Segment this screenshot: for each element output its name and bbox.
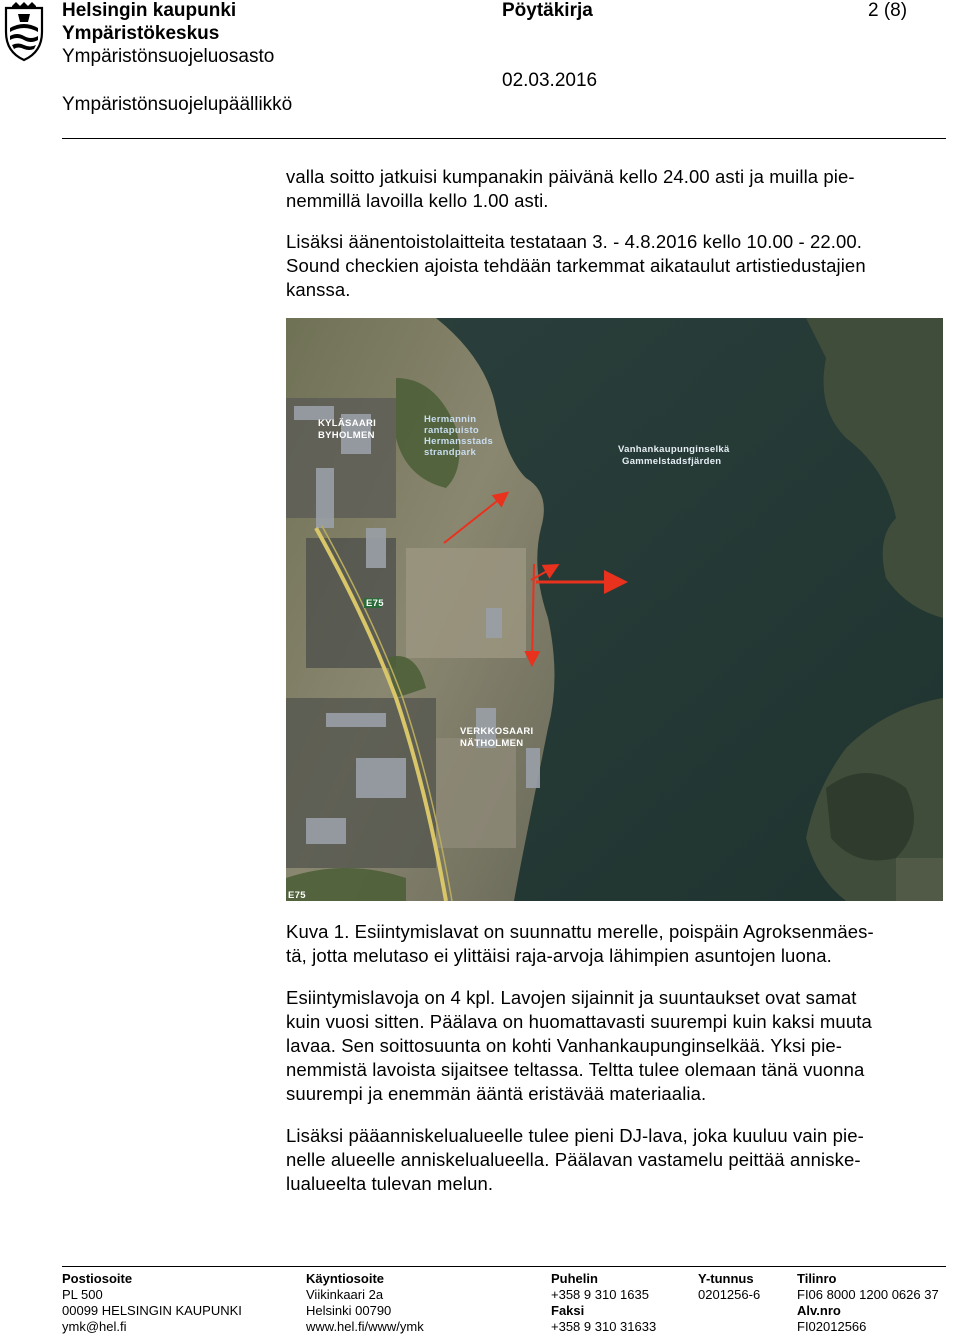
text-line: tä, jotta melutaso ei ylittäisi raja-arvoja lähimpien asuntojen luona. xyxy=(286,945,832,966)
page-number: 2 (8) xyxy=(868,0,908,21)
footer-text: +358 9 310 31633 xyxy=(551,1319,657,1334)
paragraph-3 xyxy=(286,986,946,1106)
footer-heading: Puhelin xyxy=(551,1271,598,1286)
text-line: nelle alueelle anniskelualueella. Päälavan vastamelu peittää anniske- xyxy=(286,1149,861,1170)
footer-text: FI06 8000 1200 0626 37 xyxy=(797,1287,939,1302)
text-line: kuin vuosi sitten. Päälava on huomattavasti suurempi kuin kaksi muuta xyxy=(286,1011,872,1032)
org-name: Helsingin kaupunki xyxy=(62,0,237,21)
document-date: 02.03.2016 xyxy=(502,70,598,91)
text-line: lavaa. Sen soittosuunta on kohti Vanhankaupunginselkää. Yksi pie- xyxy=(286,1035,843,1056)
footer-text: 0201256-6 xyxy=(698,1287,761,1302)
division-name: Ympäristönsuojeluosasto xyxy=(62,46,275,67)
footer-visiting-address xyxy=(306,1271,424,1335)
footer-text: FI02012566 xyxy=(797,1319,867,1334)
road-label: E75 xyxy=(366,598,384,609)
footer-text: Helsinki 00790 xyxy=(306,1303,392,1318)
text-line: Lisäksi pääanniskelualueelle tulee pieni DJ-lava, joka kuuluu vain pie- xyxy=(286,1125,864,1146)
department-name: Ympäristökeskus xyxy=(62,23,220,44)
area-label-kylasaari: KYLÄSAARI BYHOLMEN xyxy=(318,418,377,441)
figure-caption xyxy=(286,920,946,968)
footer-heading: Käyntiosoite xyxy=(306,1271,385,1286)
helsinki-crest-logo xyxy=(2,2,46,62)
footer-text: PL 500 xyxy=(62,1287,103,1302)
text-line: Lisäksi äänentoistolaitteita testataan 3. - 4.8.2016 kello 10.00 - 22.00. xyxy=(286,231,863,252)
footer-text: Viikinkaari 2a xyxy=(306,1287,384,1302)
footer-business-id xyxy=(698,1271,760,1303)
document-type: Pöytäkirja xyxy=(502,0,593,21)
footer-heading: Postiosoite xyxy=(62,1271,133,1286)
document-author: Ympäristönsuojelupäällikkö xyxy=(62,94,293,115)
paragraph-2 xyxy=(286,230,946,302)
aerial-map-figure xyxy=(286,318,943,901)
footer-heading: Faksi xyxy=(551,1303,585,1318)
text-line: lualueelta tulevan melun. xyxy=(286,1173,494,1194)
footer-email: ymk@hel.fi xyxy=(62,1319,127,1334)
footer-heading: Y-tunnus xyxy=(698,1271,754,1286)
paragraph-4 xyxy=(286,1124,946,1196)
footer-text: 00099 HELSINGIN KAUPUNKI xyxy=(62,1303,242,1318)
footer-heading: Tilinro xyxy=(797,1271,837,1286)
text-line: valla soitto jatkuisi kumpanakin päivänä kello 24.00 asti ja muilla pie- xyxy=(286,166,855,187)
text-line: Esiintymislavoja on 4 kpl. Lavojen sijainnit ja suuntaukset ovat samat xyxy=(286,987,857,1008)
road-label-bottom: E75 xyxy=(288,890,306,901)
footer-bank-account xyxy=(797,1271,939,1335)
paragraph-1 xyxy=(286,165,946,213)
text-line: Kuva 1. Esiintymislavat on suunnattu merelle, poispäin Agroksenmäes- xyxy=(286,921,874,942)
footer-postal-address xyxy=(62,1271,242,1335)
footer-text: +358 9 310 1635 xyxy=(551,1287,649,1302)
header-divider xyxy=(62,138,946,139)
footer-heading: Alv.nro xyxy=(797,1303,841,1318)
text-line: nemmistä lavoista sijaitsee teltassa. Teltta tulee olemaan tänä vuonna xyxy=(286,1059,865,1080)
area-label-verkkosaari: VERKKOSAARI NÄTHOLMEN xyxy=(460,726,534,749)
area-label-hermanni: Hermannin rantapuisto Hermansstads strandpark xyxy=(424,414,494,458)
text-line: suurempi ja enemmän ääntä eristävää materiaalia. xyxy=(286,1083,707,1104)
footer-website: www.hel.fi/www/ymk xyxy=(306,1319,424,1334)
text-line: kanssa. xyxy=(286,279,351,300)
footer-phone xyxy=(551,1271,656,1335)
footer-divider xyxy=(62,1266,946,1267)
text-line: nemmillä lavoilla kello 1.00 asti. xyxy=(286,190,549,211)
area-label-sea: Vanhankaupunginselkä Gammelstadsfjärden xyxy=(618,444,730,467)
text-line: Sound checkien ajoista tehdään tarkemmat aikataulut artistiedustajien xyxy=(286,255,866,276)
